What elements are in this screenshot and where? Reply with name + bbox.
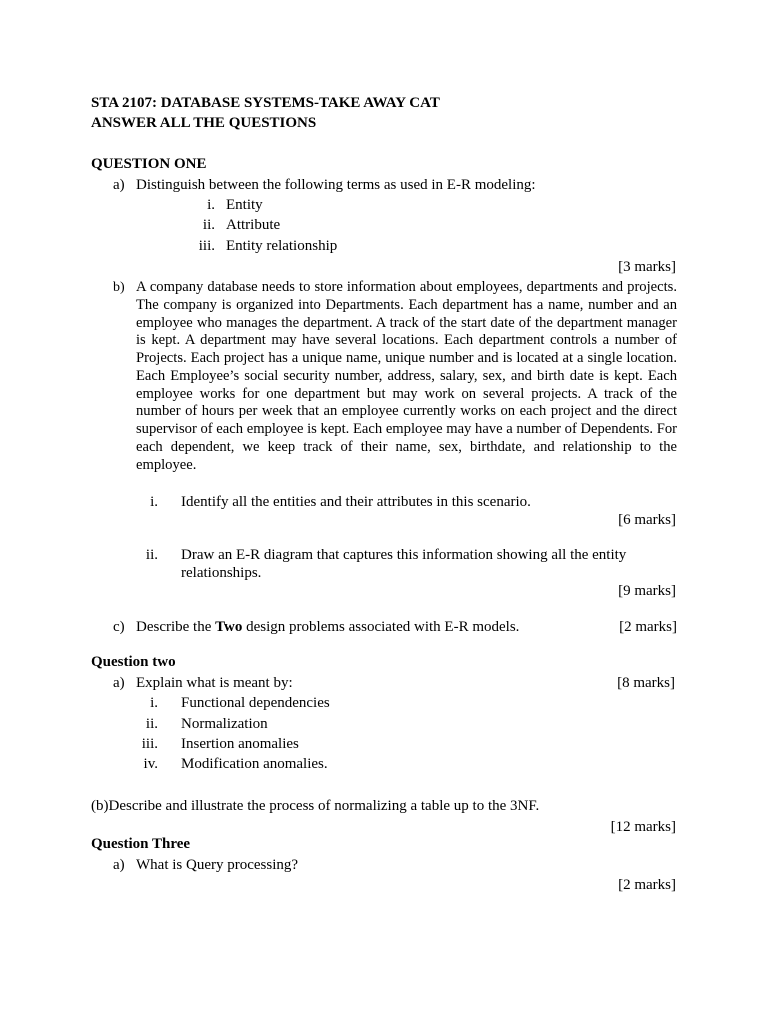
q1-c-marker: c) bbox=[113, 619, 125, 635]
q1-a-text: Distinguish between the following terms as used in E-R modeling: bbox=[136, 177, 536, 193]
q2-b-text: (b)Describe and illustrate the process of normalizing a table up to the 3NF. bbox=[91, 798, 540, 814]
q1-a-item-text: Entity relationship bbox=[226, 238, 338, 254]
q1-b-ii-text-line2: relationships. bbox=[181, 565, 262, 581]
q1-b-i-num: i. bbox=[150, 494, 158, 510]
q2-a-item-text: Insertion anomalies bbox=[181, 736, 299, 752]
q1-a-item-num: iii. bbox=[198, 238, 215, 254]
q1-b-i-marks: [6 marks] bbox=[618, 512, 676, 528]
q1-c-marks: [2 marks] bbox=[619, 619, 677, 635]
question-three-heading: Question Three bbox=[91, 836, 191, 852]
q2-a-text: Explain what is meant by: bbox=[136, 675, 293, 691]
q1-a-item-num: ii. bbox=[202, 217, 215, 233]
q1-a-marker: a) bbox=[113, 177, 125, 193]
question-two-heading: Question two bbox=[91, 654, 176, 670]
q3-a-marker: a) bbox=[113, 857, 125, 873]
q3-a-marks: [2 marks] bbox=[618, 877, 676, 893]
q2-a-item-text: Normalization bbox=[181, 716, 268, 732]
q1-c-text-post: design problems associated with E-R models. bbox=[242, 619, 520, 635]
q1-a-item-text: Attribute bbox=[226, 217, 281, 233]
q1-c-text-bold: Two bbox=[215, 619, 243, 635]
q1-c-text-pre: Describe the bbox=[136, 619, 216, 635]
q1-a-item-num: i. bbox=[207, 197, 215, 213]
q1-b-scenario-paragraph: A company database needs to store information about employees, departments and projects. The company is organized into Departments. Each department has a name, number and an employee who manages the department. A track of the start date of the department manager is kept. A department may have several locations. Each department controls a number of Projects. Each project has a unique name, unique number and is located at a single location. Each Employee’s social security number, address, salary, sex, and birth date is kept. Each employee works for one department but may work on several projects. A track of the number of hours per week that an employee currently works on each project and the direct supervisor of each employee is kept. Each employee may have a number of Dependents. For each dependent, we keep track of their name, sex, birthdate, and relationship to the employee. bbox=[136, 279, 677, 473]
q2-a-marker: a) bbox=[113, 675, 125, 691]
q3-a-text: What is Query processing? bbox=[136, 857, 299, 873]
q2-a-item-num: iv. bbox=[143, 756, 158, 772]
question-one-heading: QUESTION ONE bbox=[91, 156, 207, 172]
q2-b-marks: [12 marks] bbox=[610, 819, 676, 835]
q1-b-ii-text-line1: Draw an E-R diagram that captures this information showing all the entity bbox=[181, 547, 627, 563]
q2-a-item-text: Functional dependencies bbox=[181, 695, 330, 711]
q2-a-item-num: i. bbox=[150, 695, 158, 711]
q2-a-item-num: ii. bbox=[145, 716, 158, 732]
q1-b-ii-marks: [9 marks] bbox=[618, 583, 676, 599]
q2-a-item-text: Modification anomalies. bbox=[181, 756, 328, 772]
q1-b-ii-num: ii. bbox=[145, 547, 158, 563]
q1-a-item-text: Entity bbox=[226, 197, 263, 213]
q1-a-marks: [3 marks] bbox=[618, 259, 676, 275]
q1-c-text bbox=[136, 618, 519, 636]
q1-b-marker: b) bbox=[113, 280, 125, 295]
exam-instruction: ANSWER ALL THE QUESTIONS bbox=[91, 115, 317, 131]
exam-title: STA 2107: DATABASE SYSTEMS-TAKE AWAY CAT bbox=[91, 95, 440, 111]
q2-a-item-num: iii. bbox=[141, 736, 158, 752]
q1-b-i-text: Identify all the entities and their attributes in this scenario. bbox=[181, 494, 531, 510]
q2-a-marks: [8 marks] bbox=[617, 675, 675, 691]
